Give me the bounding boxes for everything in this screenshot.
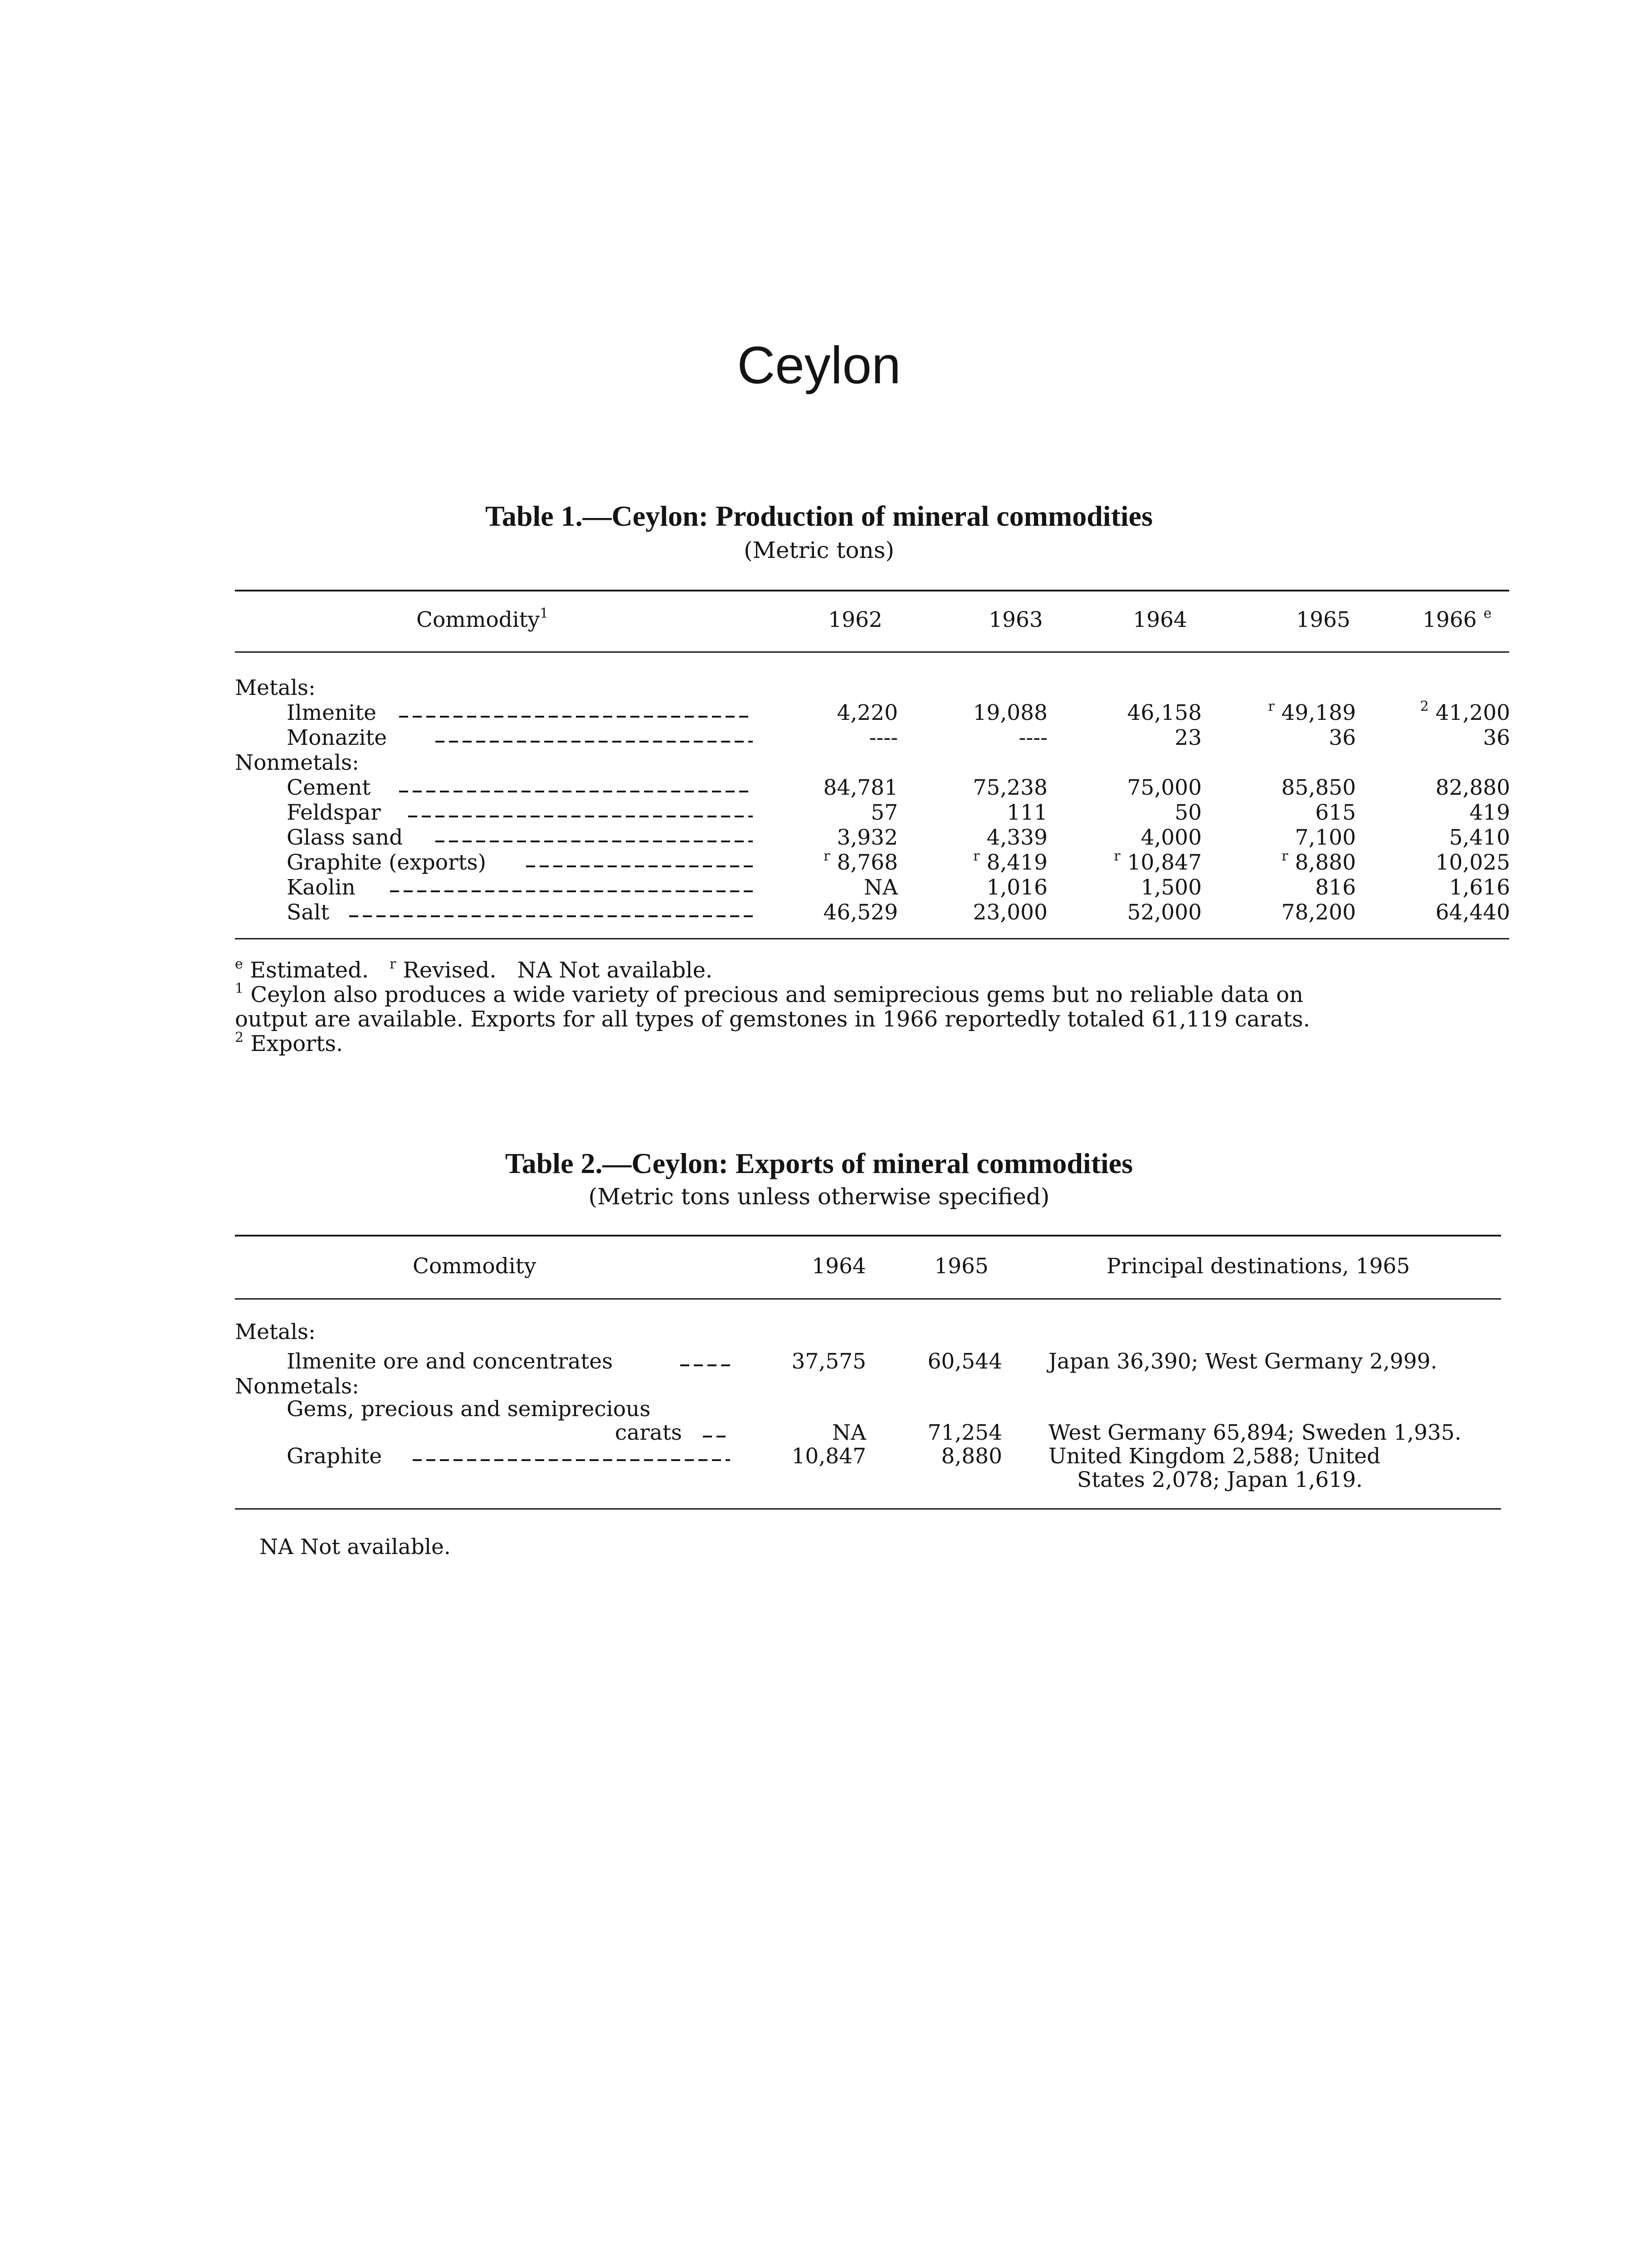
table1-cell: $^r$ 8,419 xyxy=(973,848,1048,875)
table2-group-metals: Metals: xyxy=(235,1320,316,1344)
table2-row-gems-unit: carats xyxy=(615,1420,682,1445)
table1-cell: ---- xyxy=(1019,725,1048,750)
table1-cell: 5,410 xyxy=(1449,825,1510,850)
leader-dots xyxy=(435,841,753,842)
table1-cell: $^2$ 41,200 xyxy=(1420,699,1510,725)
table1-row-kaolin-label: Kaolin xyxy=(287,875,356,900)
leader-dots xyxy=(399,791,753,792)
table1-header-1964: 1964 xyxy=(1133,607,1187,632)
table2-caption: Table 2.—Ceylon: Exports of mineral commodities xyxy=(505,1147,1133,1179)
table1-footnote-legend: $^e$ Estimated. $^r$ Revised. NA Not available. xyxy=(235,956,713,983)
leader-dots xyxy=(390,890,753,892)
table1-footnote-2: $^2$ Exports. xyxy=(235,1030,343,1056)
table1-cell: 75,000 xyxy=(1127,775,1202,800)
table1-cell: 111 xyxy=(1007,800,1048,825)
table1-cell: 1,616 xyxy=(1449,875,1510,900)
page-title: Ceylon xyxy=(737,336,901,395)
table1-top-rule xyxy=(235,590,1509,591)
table2-cell: 37,575 xyxy=(791,1349,866,1374)
table1-cell: 615 xyxy=(1315,800,1356,825)
table1-units: (Metric tons) xyxy=(744,537,894,563)
table1-cell: 19,088 xyxy=(973,700,1048,725)
table1-cell: 64,440 xyxy=(1435,900,1510,925)
table1-footnote-1: $^1$ Ceylon also produces a wide variety of precious and semiprecious gems but no reliable data on xyxy=(235,981,1303,1007)
table2-top-rule xyxy=(235,1235,1501,1237)
table2-header-1964: 1964 xyxy=(812,1254,866,1279)
table1-cell: 52,000 xyxy=(1127,900,1202,925)
table1-row-feldspar-label: Feldspar xyxy=(287,800,381,825)
table2-row-ilmenite-label: Ilmenite ore and concentrates xyxy=(287,1349,613,1374)
table2-footnote: NA Not available. xyxy=(259,1535,451,1559)
table1-footnote-1-cont: output are available. Exports for all types of gemstones in 1966 reportedly totaled 61,119 carats. xyxy=(235,1007,1310,1032)
table1-cell: 10,025 xyxy=(1435,850,1510,875)
table1-cell: 7,100 xyxy=(1295,825,1356,850)
table1-cell: 3,932 xyxy=(837,825,898,850)
table1-cell: $^r$ 8,880 xyxy=(1282,848,1356,875)
table1-cell: 36 xyxy=(1483,725,1510,750)
table1-cell: NA xyxy=(863,875,898,900)
table1-cell: 23,000 xyxy=(973,900,1048,925)
table2-header-destinations: Principal destinations, 1965 xyxy=(1107,1254,1410,1279)
table1-cell: $^r$ 8,768 xyxy=(824,848,898,875)
table1-header-1962: 1962 xyxy=(828,607,882,632)
table1-header-commodity: Commodity$^1$ xyxy=(416,606,549,632)
table1-cell: 46,529 xyxy=(823,900,898,925)
table1-cell: 1,500 xyxy=(1141,875,1202,900)
table1-row-graphite-label: Graphite (exports) xyxy=(287,850,486,875)
table1-header-rule xyxy=(235,651,1509,653)
table1-header-1965: 1965 xyxy=(1296,607,1350,632)
table2-cell: NA xyxy=(832,1420,866,1445)
table2-cell-destination: Japan 36,390; West Germany 2,999. xyxy=(1048,1349,1438,1374)
table1-row-salt-label: Salt xyxy=(287,900,330,925)
leader-dots xyxy=(703,1436,730,1437)
table1-cell: 50 xyxy=(1175,800,1202,825)
leader-dots xyxy=(526,865,753,867)
table1-row-ilmenite-label: Ilmenite xyxy=(287,700,376,725)
table2-group-nonmetals: Nonmetals: xyxy=(235,1374,359,1399)
table2-header-commodity: Commodity xyxy=(413,1254,536,1279)
table2-cell-destination: United Kingdom 2,588; United xyxy=(1048,1444,1381,1469)
table1-header-1966: 1966 $^e$ xyxy=(1422,606,1492,632)
leader-dots xyxy=(349,915,753,917)
table1-cell: 36 xyxy=(1329,725,1356,750)
table1-cell: 46,158 xyxy=(1127,700,1202,725)
table1-row-glass-sand-label: Glass sand xyxy=(287,825,403,850)
leader-dots xyxy=(399,716,753,718)
table1-cell: 4,339 xyxy=(986,825,1048,850)
table1-row-monazite-label: Monazite xyxy=(287,725,387,750)
table1-group-metals: Metals: xyxy=(235,675,316,700)
table1-row-cement-label: Cement xyxy=(287,775,371,800)
table1-cell: 4,220 xyxy=(837,700,898,725)
table1-cell: 85,850 xyxy=(1281,775,1356,800)
leader-dots xyxy=(413,1459,730,1461)
table1-cell: ---- xyxy=(869,725,898,750)
leader-dots xyxy=(680,1364,730,1366)
table1-cell: 1,016 xyxy=(986,875,1048,900)
table2-row-graphite-label: Graphite xyxy=(287,1444,382,1469)
leader-dots xyxy=(435,741,753,743)
table2-units: (Metric tons unless otherwise specified) xyxy=(588,1183,1050,1210)
table1-cell: 4,000 xyxy=(1141,825,1202,850)
table1-cell: 75,238 xyxy=(973,775,1048,800)
table2-row-gems-label: Gems, precious and semiprecious xyxy=(287,1397,651,1422)
table1-cell: 78,200 xyxy=(1281,900,1356,925)
table2-cell: 10,847 xyxy=(791,1444,866,1469)
table1-cell: 82,880 xyxy=(1435,775,1510,800)
table1-cell: 23 xyxy=(1175,725,1202,750)
table1-cell: 84,781 xyxy=(823,775,898,800)
table2-cell: 8,880 xyxy=(941,1444,1002,1469)
table1-header-1963: 1963 xyxy=(989,607,1043,632)
leader-dots xyxy=(408,816,753,817)
table1-cell: 57 xyxy=(871,800,898,825)
table2-cell-destination-cont: States 2,078; Japan 1,619. xyxy=(1077,1467,1363,1492)
table2-cell-destination: West Germany 65,894; Sweden 1,935. xyxy=(1048,1420,1462,1445)
table1-bottom-rule xyxy=(235,938,1509,939)
table1-cell: $^r$ 49,189 xyxy=(1268,699,1356,725)
table1-cell: $^r$ 10,847 xyxy=(1114,848,1202,875)
table1-cell: 816 xyxy=(1315,875,1356,900)
table2-cell: 60,544 xyxy=(927,1349,1002,1374)
table2-cell: 71,254 xyxy=(927,1420,1002,1445)
table1-cell: 419 xyxy=(1469,800,1510,825)
table2-header-1965: 1965 xyxy=(934,1254,989,1279)
table2-header-rule xyxy=(235,1298,1501,1300)
table1-group-nonmetals: Nonmetals: xyxy=(235,750,359,775)
table1-caption: Table 1.—Ceylon: Production of mineral commodities xyxy=(485,500,1153,532)
table2-bottom-rule xyxy=(235,1508,1501,1510)
